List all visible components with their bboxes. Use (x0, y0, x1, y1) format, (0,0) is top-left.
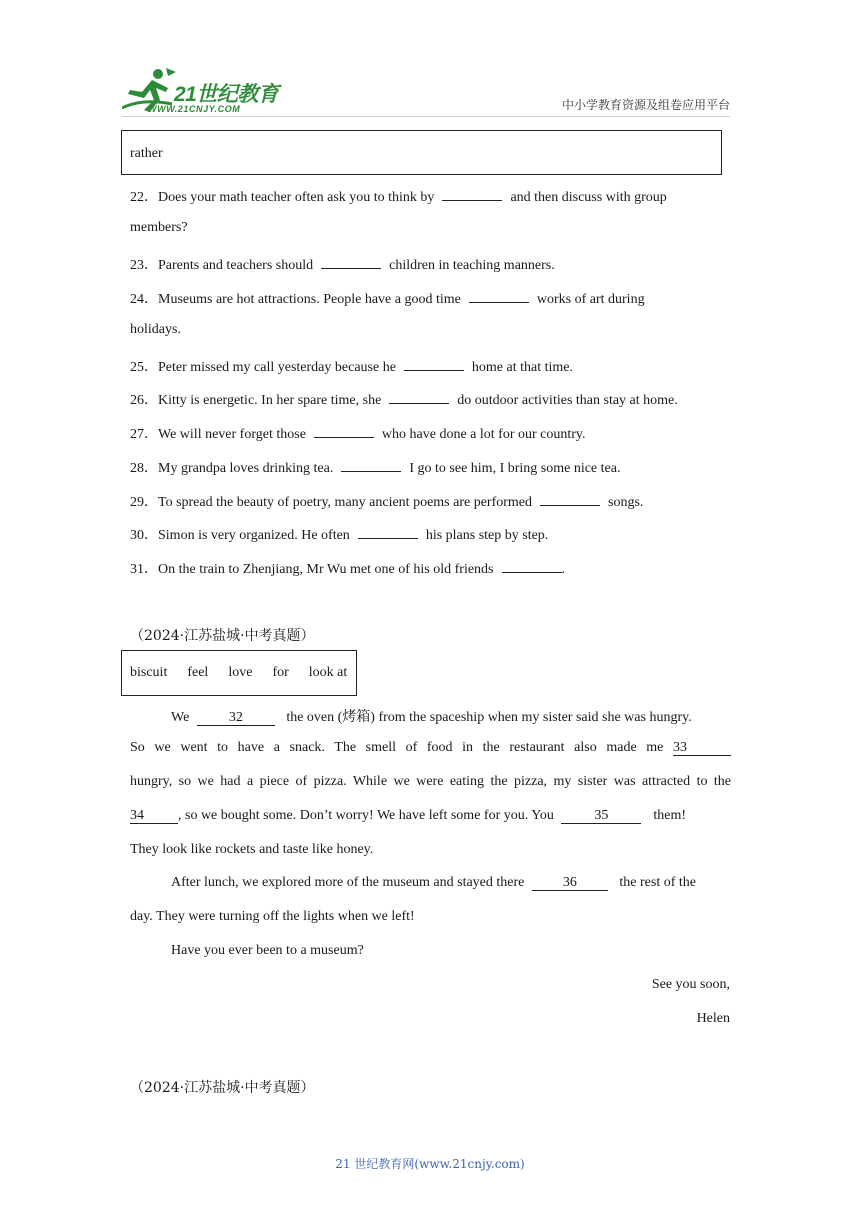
answer-blank[interactable] (358, 526, 418, 539)
question-26: 26．Kitty is energetic. In her spare time, she do outdoor activities than stay at home. (130, 393, 678, 408)
site-logo (122, 66, 292, 118)
passage-line: 34 , so we bought some. Don’t worry! We have left some for you. You 35 them! (130, 808, 687, 823)
word-bank-item: look at (308, 665, 348, 680)
answer-blank[interactable]: 36 (532, 875, 608, 891)
passage-line: day. They were turning off the lights when we left! (130, 909, 415, 924)
word-bank-item: feel (187, 665, 209, 680)
answer-blank[interactable] (389, 391, 449, 404)
passage-line: So we went to have a snack. The smell of food in the restaurant also made me 33 (130, 740, 731, 756)
platform-label: 中小学教育资源及组卷应用平台 (561, 98, 730, 112)
question-27: 27．We will never forget those who have done a lot for our country. (130, 427, 586, 442)
answer-blank[interactable] (404, 358, 464, 371)
question-23: 23．Parents and teachers should children in teaching manners. (130, 258, 555, 273)
question-24-cont: holidays. (130, 322, 181, 337)
answer-blank[interactable] (321, 256, 381, 269)
question-25: 25．Peter missed my call yesterday because he home at that time. (130, 360, 574, 375)
header-divider (122, 116, 730, 117)
question-22: 22．Does your math teacher often ask you to think by and then discuss with group (130, 190, 667, 205)
passage-line: We 32 the oven (烤箱) from the spaceship when my sister said she was hungry. (171, 710, 692, 725)
letter-signature: Helen (696, 1011, 730, 1026)
word-box-item: rather (130, 146, 163, 161)
brand-site: WWW.21CNJY.COM (148, 104, 241, 114)
answer-blank[interactable] (314, 425, 374, 438)
passage-line: hungry, so we had a piece of pizza. While we were eating the pizza, my sister was attracted to the (130, 774, 731, 789)
word-bank-item: for (272, 665, 289, 680)
passage-line: They look like rockets and taste like honey. (130, 842, 374, 857)
passage-line: Have you ever been to a museum? (171, 943, 364, 958)
word-box (121, 130, 722, 175)
answer-blank[interactable]: 35 (561, 808, 641, 824)
word-bank (121, 650, 357, 696)
word-bank-item: love (228, 665, 253, 680)
answer-blank[interactable] (540, 493, 600, 506)
answer-blank[interactable] (469, 290, 529, 303)
passage-line: After lunch, we explored more of the museum and stayed there 36 the rest of the (171, 875, 696, 890)
brand-name: 21世纪教育 (174, 83, 279, 106)
answer-blank[interactable] (502, 560, 562, 573)
letter-closing: See you soon, (651, 977, 730, 992)
source-label: （2024·江苏盐城·中考真题） (130, 1080, 315, 1096)
question-24: 24．Museums are hot attractions. People have a good time works of art during (130, 292, 645, 307)
answer-blank[interactable]: 32 (197, 710, 275, 726)
question-28: 28．My grandpa loves drinking tea. I go to see him, I bring some nice tea. (130, 461, 621, 476)
footer-link[interactable]: 21 世纪教育网(www.21cnjy.com) (335, 1157, 525, 1171)
question-31: 31．On the train to Zhenjiang, Mr Wu met one of his old friends . (130, 562, 566, 577)
question-29: 29．To spread the beauty of poetry, many ancient poems are performed songs. (130, 495, 644, 510)
answer-blank[interactable]: 34 (130, 808, 178, 824)
answer-blank[interactable] (341, 459, 401, 472)
word-bank-item: biscuit (130, 665, 168, 680)
question-30: 30．Simon is very organized. He often his plans step by step. (130, 528, 549, 543)
source-label: （2024·江苏盐城·中考真题） (130, 628, 315, 644)
answer-blank[interactable] (442, 188, 502, 201)
answer-blank[interactable]: 33 (673, 740, 731, 756)
question-22-cont: members? (130, 220, 188, 235)
